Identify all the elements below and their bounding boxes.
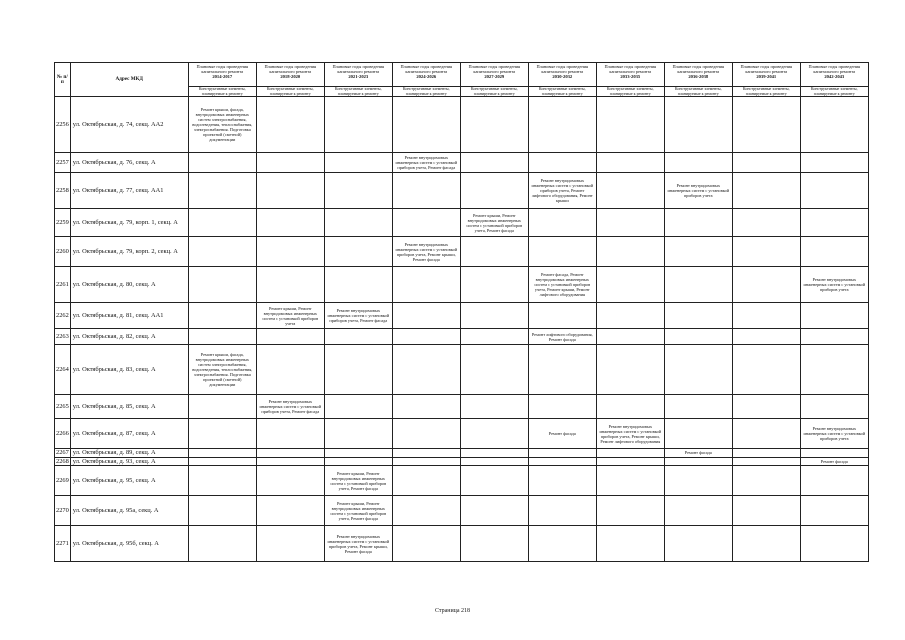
works-cell — [596, 97, 664, 153]
row-number: 2265 — [55, 395, 71, 419]
row-number: 2259 — [55, 209, 71, 237]
address-cell: ул. Октябрьская, д. 82, секц. А — [70, 329, 188, 345]
works-cell: Ремонт внутридомовых инженерных систем с установкой приборов учета, Ремонт крыши, Ремонт фасада — [324, 526, 392, 562]
works-cell — [664, 329, 732, 345]
repair-schedule-table — [54, 62, 869, 562]
works-cell — [324, 449, 392, 458]
works-cell — [392, 329, 460, 345]
works-cell — [800, 345, 868, 395]
row-number: 2267 — [56, 449, 69, 457]
table-row — [55, 395, 869, 419]
table-row — [55, 329, 869, 345]
works-cell — [188, 209, 256, 237]
works-cell — [732, 173, 800, 209]
row-number: 2266 — [55, 419, 71, 449]
works-cell — [528, 303, 596, 329]
row-number: 2256 — [55, 97, 71, 153]
header-period-label: Плановые годы проведения капитального ремонта — [672, 64, 725, 74]
table-row — [55, 153, 869, 173]
works-cell: Ремонт крыши, Ремонт внутридомовых инженерных систем с установкой приборов учета — [256, 303, 324, 329]
works-cell — [528, 345, 596, 395]
works-cell — [460, 97, 528, 153]
works-cell — [188, 153, 256, 173]
works-cell — [324, 345, 392, 395]
works-cell — [324, 209, 392, 237]
table-body — [55, 97, 869, 562]
works-cell — [800, 449, 868, 458]
header-period-label: Плановые годы проведения капитального ремонта — [196, 64, 249, 74]
works-cell — [324, 267, 392, 303]
works-cell — [732, 267, 800, 303]
header-period-years: 2021-2023 — [348, 74, 369, 79]
works-cell — [324, 329, 392, 345]
table-row — [55, 345, 869, 395]
works-cell — [188, 303, 256, 329]
works-cell: Ремонт фасада — [664, 449, 732, 458]
works-cell — [188, 449, 256, 458]
address-cell: ул. Октябрьская, д. 95б, секц. А — [70, 526, 188, 562]
header-period-label: Плановые годы проведения капитального ремонта — [536, 64, 589, 74]
works-cell — [256, 457, 324, 466]
works-cell — [460, 173, 528, 209]
header-period-years: 2030-2032 — [552, 74, 573, 79]
table-row — [55, 449, 869, 458]
works-cell — [664, 457, 732, 466]
works-cell — [392, 267, 460, 303]
works-cell — [188, 466, 256, 496]
works-cell — [256, 153, 324, 173]
works-cell — [528, 496, 596, 526]
table-row — [55, 267, 869, 303]
address-cell: ул. Октябрьская, д. 85, секц. А — [70, 395, 188, 419]
address-cell: ул. Октябрьская, д. 80, секц. А — [70, 267, 188, 303]
works-cell — [188, 329, 256, 345]
works-cell — [800, 329, 868, 345]
address-cell: ул. Октябрьская, д. 81, секц. АА1 — [70, 303, 188, 329]
works-cell — [664, 526, 732, 562]
works-cell — [460, 267, 528, 303]
works-cell — [460, 457, 528, 466]
header-period-label: Плановые годы проведения капитального ремонта — [400, 64, 453, 74]
works-cell — [188, 419, 256, 449]
table-row — [55, 237, 869, 267]
works-cell — [460, 329, 528, 345]
works-cell — [732, 97, 800, 153]
works-cell — [800, 237, 868, 267]
row-number: 2257 — [55, 153, 71, 173]
works-cell — [528, 457, 596, 466]
works-cell — [460, 153, 528, 173]
header-period — [256, 63, 324, 87]
works-cell: Ремонт внутридомовых инженерных систем с установкой приборов учета, Ремонт фасада — [324, 303, 392, 329]
header-period-years: 2039-2041 — [756, 74, 777, 79]
works-cell — [188, 457, 256, 466]
works-cell: Ремонт внутридомовых инженерных систем с установкой приборов учета, Ремонт лифтового оборудования, Ремонт крыши — [528, 173, 596, 209]
header-subcaption: Конструктивные элементы, планируемые к ремонту — [528, 87, 596, 97]
header-period-label: Плановые годы проведения капитального ремонта — [808, 64, 861, 74]
header-period-years: 2024-2026 — [416, 74, 437, 79]
works-cell — [732, 449, 800, 458]
works-cell — [664, 153, 732, 173]
header-period — [392, 63, 460, 87]
works-cell — [528, 466, 596, 496]
works-cell — [732, 526, 800, 562]
works-cell — [800, 303, 868, 329]
works-cell — [528, 153, 596, 173]
header-subcaption: Конструктивные элементы, планируемые к ремонту — [256, 87, 324, 97]
works-cell: Ремонт внутридомовых инженерных систем с установкой приборов учета, Ремонт фасада — [392, 153, 460, 173]
works-cell — [256, 345, 324, 395]
works-cell — [596, 449, 664, 458]
header-subcaption: Конструктивные элементы, планируемые к ремонту — [800, 87, 868, 97]
works-cell: Ремонт внутридомовых инженерных систем с установкой приборов учета — [800, 267, 868, 303]
address-cell: ул. Октябрьская, д. 83, секц. А — [70, 345, 188, 395]
works-cell: Ремонт крыши, Ремонт внутридомовых инженерных систем с установкой приборов учета, Ремонт фасада — [324, 466, 392, 496]
works-cell: Ремонт внутридомовых инженерных систем с установкой приборов учета, Ремонт крыши, Ремонт фасада — [392, 237, 460, 267]
works-cell — [392, 526, 460, 562]
works-cell — [800, 173, 868, 209]
header-period-years: 2027-2029 — [484, 74, 505, 79]
works-cell — [392, 209, 460, 237]
works-cell — [256, 267, 324, 303]
works-cell — [732, 209, 800, 237]
table-row — [55, 209, 869, 237]
works-cell — [596, 526, 664, 562]
works-cell: Ремонт крыши, Ремонт внутридомовых инженерных систем с установкой приборов учета, Ремонт фасада — [324, 496, 392, 526]
header-period-label: Плановые годы проведения капитального ремонта — [264, 64, 317, 74]
works-cell — [596, 173, 664, 209]
header-period — [596, 63, 664, 87]
header-period-label: Плановые годы проведения капитального ремонта — [604, 64, 657, 74]
works-cell — [664, 303, 732, 329]
header-period — [188, 63, 256, 87]
works-cell: Ремонт крыши, Ремонт внутридомовых инженерных систем с установкой приборов учета, Ремонт фасада — [460, 209, 528, 237]
works-cell — [664, 496, 732, 526]
works-cell — [800, 395, 868, 419]
works-cell: Ремонт крыши, фасада, внутридомовых инженерных систем электроснабжения, водоотведения, теплоснабжения, электроснабжения. Подготовка проектной (сметной) документации — [188, 345, 256, 395]
works-cell — [800, 496, 868, 526]
works-cell — [596, 267, 664, 303]
header-period — [732, 63, 800, 87]
address-cell: ул. Октябрьская, д. 74, секц. АА2 — [70, 97, 188, 153]
works-cell — [596, 345, 664, 395]
works-cell — [324, 97, 392, 153]
works-cell — [460, 419, 528, 449]
address-cell: ул. Октябрьская, д. 93, секц. А — [70, 457, 188, 466]
works-cell — [392, 449, 460, 458]
works-cell — [528, 526, 596, 562]
works-cell — [256, 237, 324, 267]
row-number: 2271 — [55, 526, 71, 562]
works-cell: Ремонт крыши, фасада, внутридомовых инженерных систем электроснабжения, водоотведения, теплоснабжения, электроснабжения. Подготовка проектной (сметной) документации — [188, 97, 256, 153]
header-period — [664, 63, 732, 87]
works-cell — [460, 237, 528, 267]
works-cell — [732, 237, 800, 267]
works-cell — [256, 449, 324, 458]
row-number: 2260 — [55, 237, 71, 267]
header-subcaption: Конструктивные элементы, планируемые к ремонту — [664, 87, 732, 97]
works-cell: Ремонт внутридомовых инженерных систем с установкой приборов учета, Ремонт крыши, Ремонт лифтового оборудования — [596, 419, 664, 449]
address-cell: ул. Октябрьская, д. 76, секц. А — [70, 153, 188, 173]
header-period-years: 2042-2043 — [824, 74, 845, 79]
works-cell — [732, 395, 800, 419]
works-cell — [732, 457, 800, 466]
table-row — [55, 496, 869, 526]
works-cell — [528, 395, 596, 419]
header-address: Адрес МКД — [70, 63, 188, 97]
row-number: 2261 — [55, 267, 71, 303]
works-cell — [596, 496, 664, 526]
works-cell — [460, 496, 528, 526]
header-period-label: Плановые годы проведения капитального ремонта — [740, 64, 793, 74]
works-cell — [324, 395, 392, 419]
works-cell — [732, 329, 800, 345]
works-cell — [392, 496, 460, 526]
works-cell — [664, 395, 732, 419]
header-period — [324, 63, 392, 87]
works-cell: Ремонт внутридомовых инженерных систем с установкой приборов учета — [664, 173, 732, 209]
works-cell: Ремонт фасада — [800, 457, 868, 466]
works-cell — [732, 419, 800, 449]
works-cell — [188, 526, 256, 562]
works-cell — [460, 449, 528, 458]
header-period — [460, 63, 528, 87]
address-cell: ул. Октябрьская, д. 95, секц. А — [70, 466, 188, 496]
header-period-years: 2033-2035 — [620, 74, 641, 79]
row-number: 2263 — [55, 329, 71, 345]
works-cell — [392, 466, 460, 496]
works-cell — [596, 237, 664, 267]
table-row — [55, 466, 869, 496]
works-cell — [188, 267, 256, 303]
works-cell — [732, 466, 800, 496]
works-cell — [392, 345, 460, 395]
header-subcaption: Конструктивные элементы, планируемые к ремонту — [460, 87, 528, 97]
works-cell — [188, 237, 256, 267]
header-period-years: 2036-2038 — [688, 74, 709, 79]
works-cell — [256, 97, 324, 153]
table-row — [55, 173, 869, 209]
works-cell: Ремонт внутридомовых инженерных систем с установкой приборов учета — [800, 419, 868, 449]
page-number: Страница 218 — [434, 608, 471, 614]
header-row-number: № п/п — [55, 63, 71, 97]
works-cell — [324, 237, 392, 267]
table-row — [55, 97, 869, 153]
table-header — [55, 63, 869, 97]
works-cell — [324, 419, 392, 449]
header-period-label: Плановые годы проведения капитального ремонта — [332, 64, 385, 74]
header-period-years: 2014-2017 — [212, 74, 233, 79]
works-cell — [256, 209, 324, 237]
row-number: 2268 — [56, 457, 69, 465]
works-cell — [664, 209, 732, 237]
works-cell — [460, 466, 528, 496]
address-cell: ул. Октябрьская, д. 89, секц. А — [70, 449, 188, 458]
works-cell: Ремонт фасада, Ремонт внутридомовых инженерных систем с установкой приборов учета, Ремонт крыши, Ремонт лифтового оборудования — [528, 267, 596, 303]
works-cell — [460, 303, 528, 329]
header-subcaption: Конструктивные элементы, планируемые к ремонту — [324, 87, 392, 97]
works-cell — [392, 395, 460, 419]
header-period — [800, 63, 868, 87]
works-cell — [324, 457, 392, 466]
works-cell — [256, 496, 324, 526]
works-cell — [664, 267, 732, 303]
table-row — [55, 303, 869, 329]
table-row — [55, 457, 869, 466]
address-cell: ул. Октябрьская, д. 79, корп. 1, секц. А — [70, 209, 188, 237]
row-number: 2270 — [55, 496, 71, 526]
works-cell — [392, 419, 460, 449]
header-period-label: Плановые годы проведения капитального ремонта — [468, 64, 521, 74]
works-cell — [664, 237, 732, 267]
works-cell — [664, 419, 732, 449]
header-subcaption: Конструктивные элементы, планируемые к ремонту — [392, 87, 460, 97]
address-cell: ул. Октябрьская, д. 95а, секц. А — [70, 496, 188, 526]
table-row — [55, 419, 869, 449]
works-cell — [800, 526, 868, 562]
works-cell — [732, 153, 800, 173]
works-cell — [596, 153, 664, 173]
works-cell — [392, 97, 460, 153]
header-subcaption: Конструктивные элементы, планируемые к ремонту — [596, 87, 664, 97]
works-cell — [596, 329, 664, 345]
row-number: 2269 — [55, 466, 71, 496]
address-cell: ул. Октябрьская, д. 77, секц. АА1 — [70, 173, 188, 209]
works-cell — [596, 466, 664, 496]
table-row — [55, 526, 869, 562]
works-cell — [188, 173, 256, 209]
works-cell — [392, 303, 460, 329]
works-cell — [256, 329, 324, 345]
works-cell — [528, 237, 596, 267]
works-cell — [460, 526, 528, 562]
works-cell — [800, 209, 868, 237]
works-cell — [324, 173, 392, 209]
works-cell — [596, 209, 664, 237]
works-cell — [664, 466, 732, 496]
address-cell: ул. Октябрьская, д. 87, секц. А — [70, 419, 188, 449]
works-cell — [732, 303, 800, 329]
header-subcaption: Конструктивные элементы, планируемые к ремонту — [732, 87, 800, 97]
works-cell: Ремонт внутридомовых инженерных систем с установкой приборов учета, Ремонт фасада — [256, 395, 324, 419]
works-cell — [256, 173, 324, 209]
works-cell: Ремонт фасада — [528, 419, 596, 449]
works-cell — [800, 466, 868, 496]
works-cell — [528, 449, 596, 458]
works-cell — [392, 457, 460, 466]
works-cell — [460, 345, 528, 395]
works-cell — [800, 153, 868, 173]
row-number: 2258 — [55, 173, 71, 209]
works-cell — [800, 97, 868, 153]
works-cell — [664, 345, 732, 395]
works-cell — [732, 345, 800, 395]
header-period-years: 2018-2020 — [280, 74, 301, 79]
works-cell — [596, 457, 664, 466]
works-cell — [188, 496, 256, 526]
address-cell: ул. Октябрьская, д. 79, корп. 2, секц. А — [70, 237, 188, 267]
works-cell — [392, 173, 460, 209]
works-cell — [256, 526, 324, 562]
row-number: 2262 — [55, 303, 71, 329]
works-cell — [256, 419, 324, 449]
works-cell: Ремонт лифтового оборудования, Ремонт фасада — [528, 329, 596, 345]
works-cell — [460, 395, 528, 419]
works-cell — [528, 209, 596, 237]
works-cell — [256, 466, 324, 496]
works-cell — [596, 395, 664, 419]
works-cell — [732, 496, 800, 526]
row-number: 2264 — [55, 345, 71, 395]
header-period — [528, 63, 596, 87]
header-subcaption: Конструктивные элементы, планируемые к ремонту — [188, 87, 256, 97]
works-cell — [528, 97, 596, 153]
works-cell — [324, 153, 392, 173]
works-cell — [664, 97, 732, 153]
works-cell — [596, 303, 664, 329]
works-cell — [188, 395, 256, 419]
